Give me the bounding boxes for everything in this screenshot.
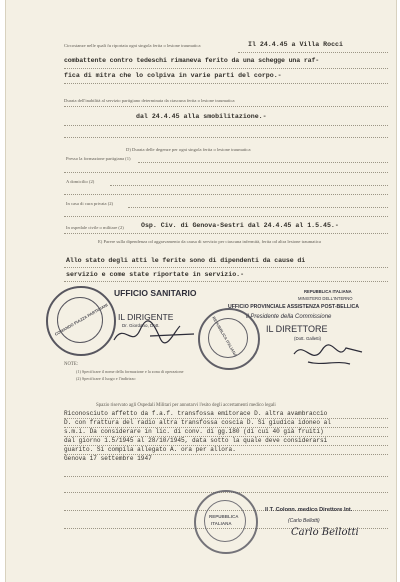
notes-heading: NOTE: [64, 362, 79, 367]
stamp-ufficio-provinciale: UFFICIO PROVINCIALE ASSISTENZA POST-BELLICA [228, 304, 360, 310]
signature-name: (Carlo Bellotti) [288, 518, 320, 524]
reserved-date: Genova 17 settembre 1947 [64, 455, 152, 462]
stamp-direttore: IL DIRETTORE [266, 324, 328, 334]
document-page [5, 0, 397, 582]
reserved-line-2: D. con frattura del radio altra transfossa coscia D. Si giudica idoneo al [64, 419, 331, 426]
signature-title: Il T. Colonn. medico Direttore Int. [265, 507, 353, 513]
label-formation: Presso la formazione partigiana (1) [66, 156, 131, 161]
stamp-repubblica: REPUBBLICA ITALIANA [304, 289, 352, 294]
handwritten-signature: Carlo Bellotti [291, 527, 359, 538]
round-stamp-3-line2: ITALIANA [211, 521, 232, 526]
answer-civil-hospital: Osp. Civ. di Genova-Sestri dal 24.4.45 al 1.5.45.- [141, 222, 339, 229]
reserved-line-1: Riconosciuto affetto da f.a.f. transfossa emitorace D. altra avambraccio [64, 410, 328, 417]
round-stamp-1-text: COMANDO PIAZZA PARTIGIANI [53, 302, 109, 337]
reserved-line-5: guarito. Si compila allegato A. ora per allora. [64, 446, 236, 453]
bottom-round-stamp [194, 490, 258, 554]
round-stamp-2-text: REPUBBLICA ITALIANA [211, 315, 239, 358]
label-private-clinic: In casa di cura privata (2) [66, 201, 114, 206]
label-civil-hospital: In ospedale civile o militare (2) [66, 225, 124, 230]
answer-circumstances-2: combattente contro tedeschi rimaneva ferito da una schegge una raf- [64, 57, 320, 64]
answer-service-1: Allo stato degli atti le ferite sono di dipendenti da cause di [66, 257, 306, 264]
stamp-ufficio-sanitario: UFFICIO SANITARIO [114, 288, 197, 298]
direttore-signature [288, 336, 368, 370]
label-circumstances: Circostanze nelle quali fu riportata ogni singola ferita o lesione traumatica [64, 43, 201, 48]
stamp-direttore-name: (Dott. Galletti) [294, 336, 322, 341]
note-2: (2) Specificare il luogo e l'indirizzo [76, 376, 136, 381]
round-stamp-3-line1: REPUBBLICA [209, 514, 239, 519]
label-service-dependence: E) Parere sulla dipendenza od aggravamento da causa di servizio per ciascuna infermità, ferita od altra lesione traumatica [98, 239, 321, 244]
reserved-caption: Spazio riservato agli Ospedali Militari per annotarvi l'esito degli accertamenti medico legali [96, 403, 276, 408]
stamp-presidente: il Presidente della Commissione [246, 314, 332, 320]
note-1: (1) Specificare il nome della formazione e la zona di operazione [76, 369, 184, 374]
answer-circumstances-3: fica di mitra che lo colpiva in varie parti del corpo.- [64, 72, 282, 79]
label-duration: Durata dell'inabilità al servizio partigiano determinata da ciascuna ferita o lesione traumatica [64, 98, 235, 103]
reserved-line-4: dal giorno 1.5/1945 al 28/10/1945, data sotto la quale deve considerarsi [64, 437, 328, 444]
stamp-dirigente-name: Dr. Giordano, Dott. [122, 323, 160, 328]
answer-circumstances-1: Il 24.4.45 a Villa Rocci [248, 41, 343, 48]
partisan-command-round-stamp [46, 286, 116, 356]
label-hospital-stays: D) Durata delle degenze per ogni singola ferita o lesione traumatica [126, 147, 251, 152]
dirigente-signature [110, 314, 198, 350]
stamp-ministry: MINISTERO DELL'INTERNO [298, 296, 353, 301]
reserved-line-3: s.m.i. Da considerare in lic. di conv. di gg.180 (di cui 40 già fruiti) [64, 428, 324, 435]
answer-duration: dal 24.4.45 alla smobilitazione.- [136, 113, 267, 120]
label-home: A domicilio (2) [66, 179, 95, 184]
stamp-il-dirigente: IL DIRIGENTE [118, 312, 174, 322]
answer-service-2: servizio e come state riportate in servizio.- [66, 271, 245, 278]
